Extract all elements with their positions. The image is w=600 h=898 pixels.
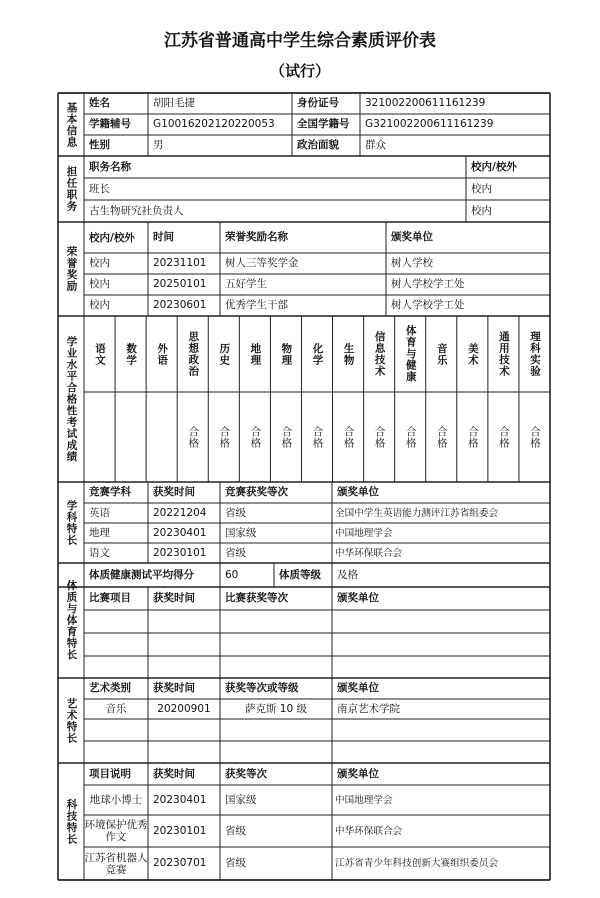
honor-name: 树人三等奖学金 — [225, 257, 299, 269]
subject-header: 理科实验 — [528, 331, 541, 377]
subject-result: 合格 — [528, 425, 541, 449]
column-header: 竞赛学科 — [89, 486, 131, 498]
tech-level: 省级 — [225, 857, 246, 869]
tech-item: 地球小博士 — [89, 794, 143, 806]
section-honors: 荣誉奖励 — [65, 246, 78, 292]
tech-time: 20230701 — [153, 857, 207, 869]
column-header: 荣誉奖励名称 — [225, 231, 288, 243]
position-scope: 校内 — [471, 182, 492, 195]
subject-result — [115, 394, 146, 480]
subject-header: 体育与健康 — [404, 325, 417, 383]
section-tech: 科技特长 — [65, 798, 78, 845]
subject-result — [146, 394, 177, 480]
position-name: 班长 — [89, 182, 110, 195]
section-art: 艺术特长 — [65, 697, 78, 744]
form-subtitle: （试行） — [269, 62, 330, 80]
honor-scope: 校内 — [89, 299, 110, 311]
subject-header: 思想政治 — [187, 331, 200, 377]
subject-result: 合格 — [497, 425, 510, 449]
tech-level: 国家级 — [225, 793, 257, 806]
section-positions: 担任职务 — [65, 166, 78, 212]
talent-level: 国家级 — [225, 526, 257, 539]
subject-result: 合格 — [373, 425, 386, 449]
form-title: 江苏省普通高中学生综合素质评价表 — [164, 31, 436, 51]
subject-header: 生物 — [342, 342, 355, 366]
art-type: 音乐 — [105, 702, 127, 715]
column-header: 比赛获奖等次 — [225, 592, 288, 604]
column-header: 获奖时间 — [153, 682, 195, 694]
subject-result — [84, 394, 115, 480]
field-label: 体质健康测试平均得分 — [89, 568, 194, 581]
column-header: 获奖等次 — [225, 767, 267, 780]
field-label: 全国学籍号 — [297, 118, 350, 130]
tech-level: 省级 — [225, 824, 246, 837]
field-label: 姓名 — [89, 97, 110, 109]
honor-unit: 树人学校学工处 — [391, 299, 465, 311]
column-header: 颁奖单位 — [337, 592, 379, 604]
column-header: 获奖时间 — [153, 592, 195, 604]
tech-unit: 中国地理学会 — [335, 794, 393, 806]
column-header: 获奖时间 — [153, 486, 195, 498]
column-header: 颁奖单位 — [337, 767, 379, 780]
section-academic: 学业水平合格性考试成绩 — [65, 335, 78, 463]
field-value: G10016202120220053 — [153, 118, 275, 130]
subject-header: 外语 — [156, 342, 169, 366]
tech-unit: 江苏省青少年科技创新大赛组织委员会 — [335, 858, 499, 869]
position-name: 古生物研究社负责人 — [89, 204, 184, 217]
art-time: 20200901 — [157, 702, 211, 715]
section-pe: 体质与体育特长 — [65, 580, 78, 661]
honor-name: 优秀学生干部 — [225, 299, 288, 311]
talent-time: 20221204 — [153, 506, 207, 519]
column-header: 时间 — [153, 231, 174, 243]
subject-result: 合格 — [249, 425, 262, 449]
tech-item: 环境保护优秀作文 — [84, 819, 148, 843]
honor-time: 20231101 — [153, 257, 207, 269]
section-basic: 基本信息 — [65, 101, 78, 148]
art-unit: 南京艺术学院 — [337, 702, 400, 715]
column-header: 颁奖单位 — [391, 231, 433, 243]
subject-header: 化学 — [311, 342, 324, 366]
honor-time: 20250101 — [153, 278, 207, 290]
column-header: 颁奖单位 — [337, 682, 379, 694]
subject-header: 数学 — [125, 342, 138, 366]
talent-unit: 中国地理学会 — [335, 527, 393, 539]
subject-header: 物理 — [280, 342, 293, 366]
field-value: 321002200611161239 — [365, 97, 486, 109]
section-subject-talent: 学科特长 — [65, 499, 78, 546]
subject-header: 美术 — [466, 342, 479, 366]
subject-result: 合格 — [466, 425, 479, 449]
field-label: 学籍辅号 — [89, 118, 131, 130]
honor-name: 五好学生 — [225, 278, 267, 290]
talent-subject: 语文 — [89, 546, 110, 559]
subject-header: 通用技术 — [497, 331, 510, 377]
column-header: 颁奖单位 — [337, 486, 379, 498]
talent-level: 省级 — [225, 506, 246, 519]
subject-result: 合格 — [187, 425, 200, 449]
column-header: 职务名称 — [89, 160, 131, 173]
subject-result: 合格 — [342, 425, 355, 449]
talent-subject: 地理 — [89, 526, 110, 539]
column-header: 艺术类别 — [89, 682, 131, 694]
talent-unit: 中华环保联合会 — [335, 547, 403, 559]
talent-level: 省级 — [225, 546, 246, 559]
field-label: 政治面貌 — [297, 139, 339, 151]
talent-time: 20230101 — [153, 546, 207, 559]
talent-subject: 英语 — [89, 506, 110, 519]
talent-unit: 全国中学生英语能力测评江苏省组委会 — [335, 507, 499, 519]
subject-result: 合格 — [280, 425, 293, 449]
subject-header: 地理 — [249, 342, 262, 366]
subject-header: 语文 — [94, 342, 107, 366]
talent-time: 20230401 — [153, 526, 207, 539]
subject-header: 信息技术 — [373, 331, 386, 377]
honor-time: 20230601 — [153, 299, 207, 311]
honor-scope: 校内 — [89, 278, 110, 290]
field-label: 性别 — [89, 139, 110, 151]
column-header: 校内/校外 — [89, 231, 135, 244]
subject-result: 合格 — [218, 425, 231, 449]
column-header: 校内/校外 — [471, 160, 517, 173]
subject-header: 音乐 — [435, 342, 448, 366]
subject-header: 历史 — [218, 342, 231, 366]
tech-item: 江苏省机器人竞赛 — [84, 851, 148, 876]
tech-time: 20230101 — [153, 824, 207, 837]
field-value: 群众 — [365, 139, 386, 151]
field-value: G321002200611161239 — [365, 118, 494, 130]
field-value: 及格 — [337, 568, 358, 581]
column-header: 竞赛获奖等次 — [225, 486, 288, 498]
position-scope: 校内 — [471, 204, 492, 217]
subject-result: 合格 — [311, 425, 324, 449]
honor-scope: 校内 — [89, 257, 110, 269]
tech-time: 20230401 — [153, 793, 207, 806]
column-header: 获奖等次或等级 — [225, 682, 299, 694]
tech-unit: 中华环保联合会 — [335, 825, 403, 837]
column-header: 获奖时间 — [153, 767, 195, 780]
field-value: 60 — [225, 568, 239, 581]
field-value: 男 — [153, 139, 164, 151]
field-value: 胡阳毛捷 — [153, 97, 195, 109]
field-label: 身份证号 — [297, 97, 339, 109]
column-header: 项目说明 — [89, 767, 131, 780]
honor-unit: 树人学校学工处 — [391, 278, 465, 290]
subject-result: 合格 — [404, 425, 417, 449]
column-header: 比赛项目 — [89, 592, 131, 604]
field-label: 体质等级 — [279, 568, 321, 581]
subject-result: 合格 — [435, 425, 448, 449]
honor-unit: 树人学校 — [391, 257, 433, 269]
art-level: 萨克斯 10 级 — [244, 702, 308, 715]
